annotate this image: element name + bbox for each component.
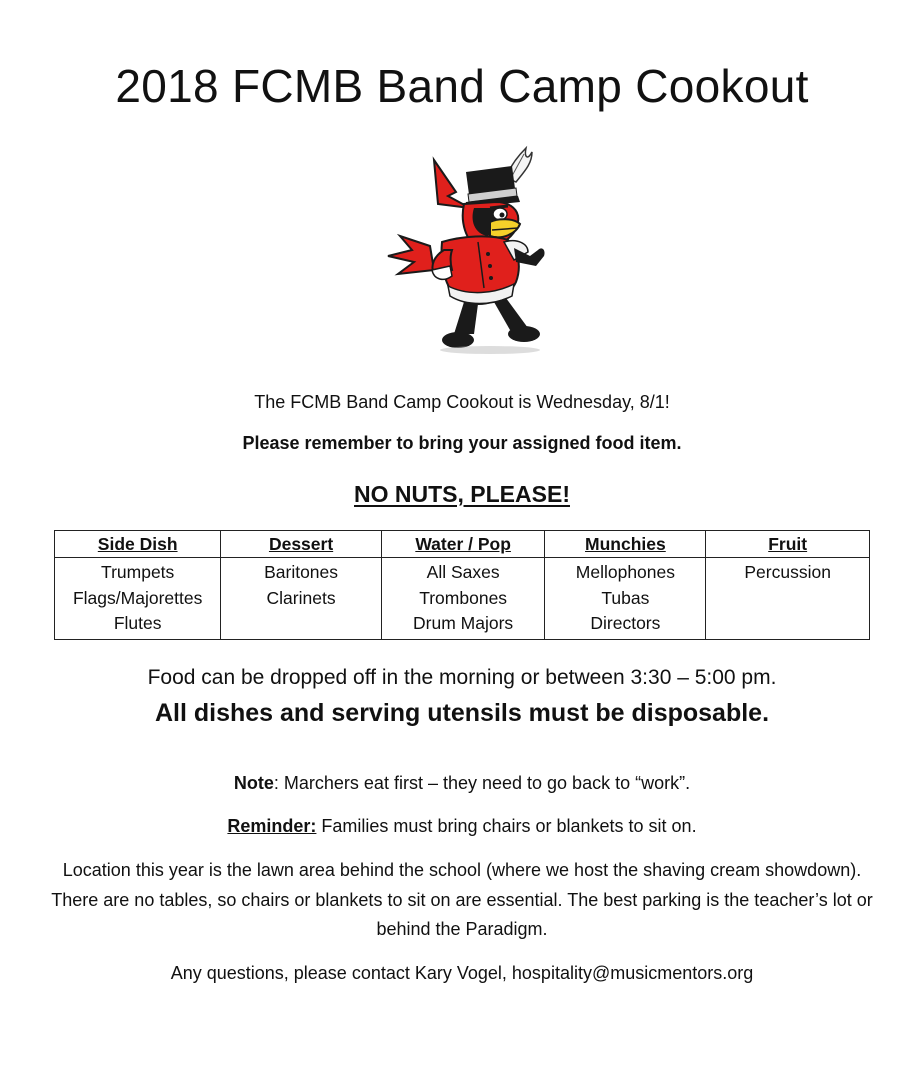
cardinal-drum-major-mascot-icon	[378, 138, 558, 358]
reminder-paragraph	[0, 814, 924, 838]
dessert-cell	[221, 558, 381, 640]
section-item: Baritones	[264, 562, 339, 582]
table-row	[55, 558, 870, 640]
column-header-fruit: Fruit	[706, 531, 870, 558]
side-dish-cell	[55, 558, 221, 640]
water-pop-cell	[381, 558, 545, 640]
section-item: Clarinets	[266, 587, 336, 608]
section-item: Mellophones	[575, 562, 675, 582]
cookout-date-text: The FCMB Band Camp Cookout is Wednesday, 8/1!	[254, 392, 670, 412]
fruit-cell	[706, 558, 870, 640]
bring-food-reminder: Please remember to bring your assigned food item.	[242, 433, 682, 453]
no-nuts-warning: NO NUTS, PLEASE!	[354, 481, 570, 507]
dropoff-time-text: Food can be dropped off in the morning or between 3:30 – 5:00 pm.	[147, 666, 777, 689]
column-header-dessert: Dessert	[221, 531, 381, 558]
table-header-row	[55, 531, 870, 558]
note-label: Note	[233, 773, 274, 793]
disposable-notice: All dishes and serving utensils must be disposable.	[154, 699, 770, 727]
section-item: Tubas	[601, 587, 650, 608]
food-assignment-table	[54, 530, 870, 640]
reminder-label: Reminder:	[227, 816, 317, 836]
section-item: Directors	[590, 613, 661, 633]
section-item: Trumpets	[101, 562, 175, 582]
section-item: All Saxes	[426, 562, 500, 582]
location-paragraph: Location this year is the lawn area behind the school (where we host the shaving cream showdown). There are no tables, so chairs or blankets to sit on are essential. The best parking is the teacher’s lot or behind the Paradigm.	[51, 860, 873, 939]
section-item: Trombones	[419, 587, 508, 608]
section-item: Percussion	[744, 562, 831, 582]
munchies-cell	[545, 558, 706, 640]
note-paragraph	[0, 771, 924, 795]
reminder-text: Families must bring chairs or blankets to sit on.	[316, 816, 697, 836]
section-item: Flags/Majorettes	[72, 587, 203, 608]
contact-text: Any questions, please contact Kary Vogel, hospitality@musicmentors.org	[170, 963, 754, 983]
column-header-munchies: Munchies	[545, 531, 706, 558]
page-title: 2018 FCMB Band Camp Cookout	[115, 60, 809, 112]
section-item: Flutes	[113, 613, 162, 633]
column-header-water-pop: Water / Pop	[381, 531, 545, 558]
note-text: : Marchers eat first – they need to go back to “work”.	[273, 773, 691, 793]
section-item: Drum Majors	[413, 613, 514, 633]
column-header-side-dish: Side Dish	[55, 531, 221, 558]
